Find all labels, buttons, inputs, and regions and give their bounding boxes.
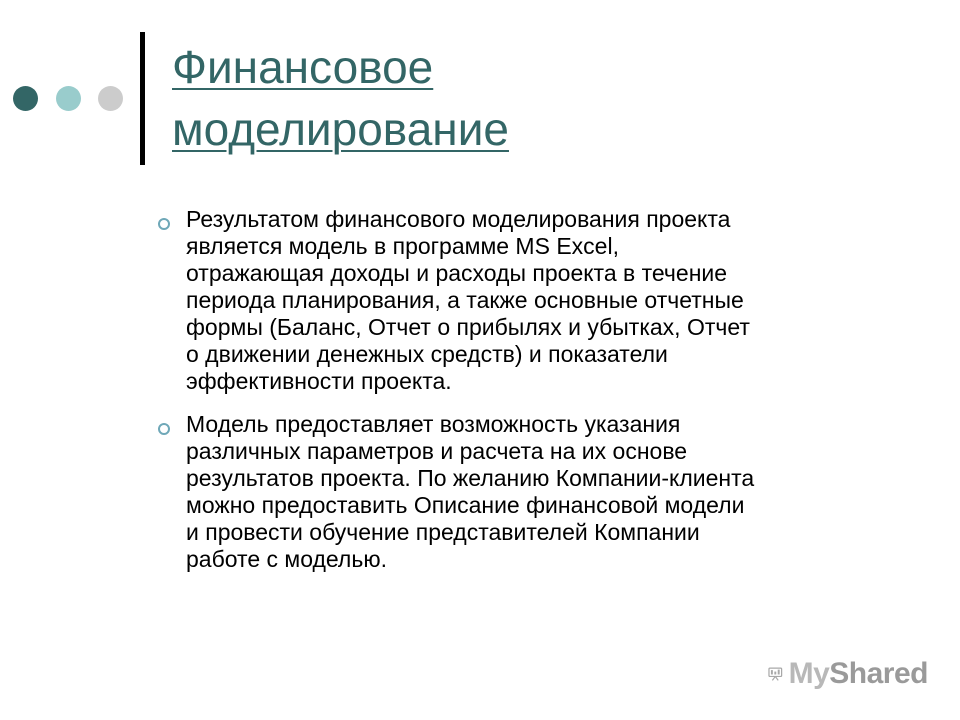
myshared-watermark bbox=[768, 654, 928, 694]
presentation-board-icon bbox=[768, 660, 783, 688]
bullet-list bbox=[148, 206, 908, 589]
dark-dot-icon bbox=[13, 86, 38, 111]
bullet-item bbox=[148, 411, 908, 573]
bullet-line: отражающая доходы и расходы проекта в течение bbox=[186, 260, 728, 286]
bullet-line: результатов проекта. По желанию Компании-клиента bbox=[186, 465, 755, 491]
bullet-line: является модель в программе MS Excel, bbox=[186, 233, 619, 259]
bullet-line: периода планирования, а также основные отчетные bbox=[186, 287, 744, 313]
title-divider bbox=[140, 32, 145, 165]
bullet-line: эффективности проекта. bbox=[186, 368, 452, 394]
decorative-dots bbox=[13, 86, 123, 112]
bullet-line: работе с моделью. bbox=[186, 546, 387, 572]
slide-title-line-2: моделирование bbox=[172, 103, 509, 155]
watermark-text bbox=[789, 657, 928, 691]
bullet-text bbox=[186, 411, 908, 573]
bullet-text bbox=[186, 206, 908, 395]
bullet-line: различных параметров и расчета на их основе bbox=[186, 438, 688, 464]
ring-bullet-icon bbox=[158, 423, 170, 435]
bullet-line: и провести обучение представителей Компании bbox=[186, 519, 700, 545]
watermark-part-2: Shared bbox=[829, 657, 928, 690]
bullet-item bbox=[148, 206, 908, 395]
bullet-line: Модель предоставляет возможность указания bbox=[186, 411, 681, 437]
bullet-line: формы (Баланс, Отчет о прибылях и убытках, Отчет bbox=[186, 314, 750, 340]
slide-title[interactable] bbox=[172, 36, 932, 160]
gray-dot-icon bbox=[98, 86, 123, 111]
bullet-line: Результатом финансового моделирования проекта bbox=[186, 206, 731, 232]
bullet-line: можно предоставить Описание финансовой модели bbox=[186, 492, 745, 518]
bullet-line: о движении денежных средств) и показатели bbox=[186, 341, 668, 367]
watermark-part-1: My bbox=[788, 657, 830, 690]
ring-bullet-icon bbox=[158, 218, 170, 230]
slide-title-line-1: Финансовое bbox=[172, 41, 434, 93]
teal-dot-icon bbox=[56, 86, 81, 111]
